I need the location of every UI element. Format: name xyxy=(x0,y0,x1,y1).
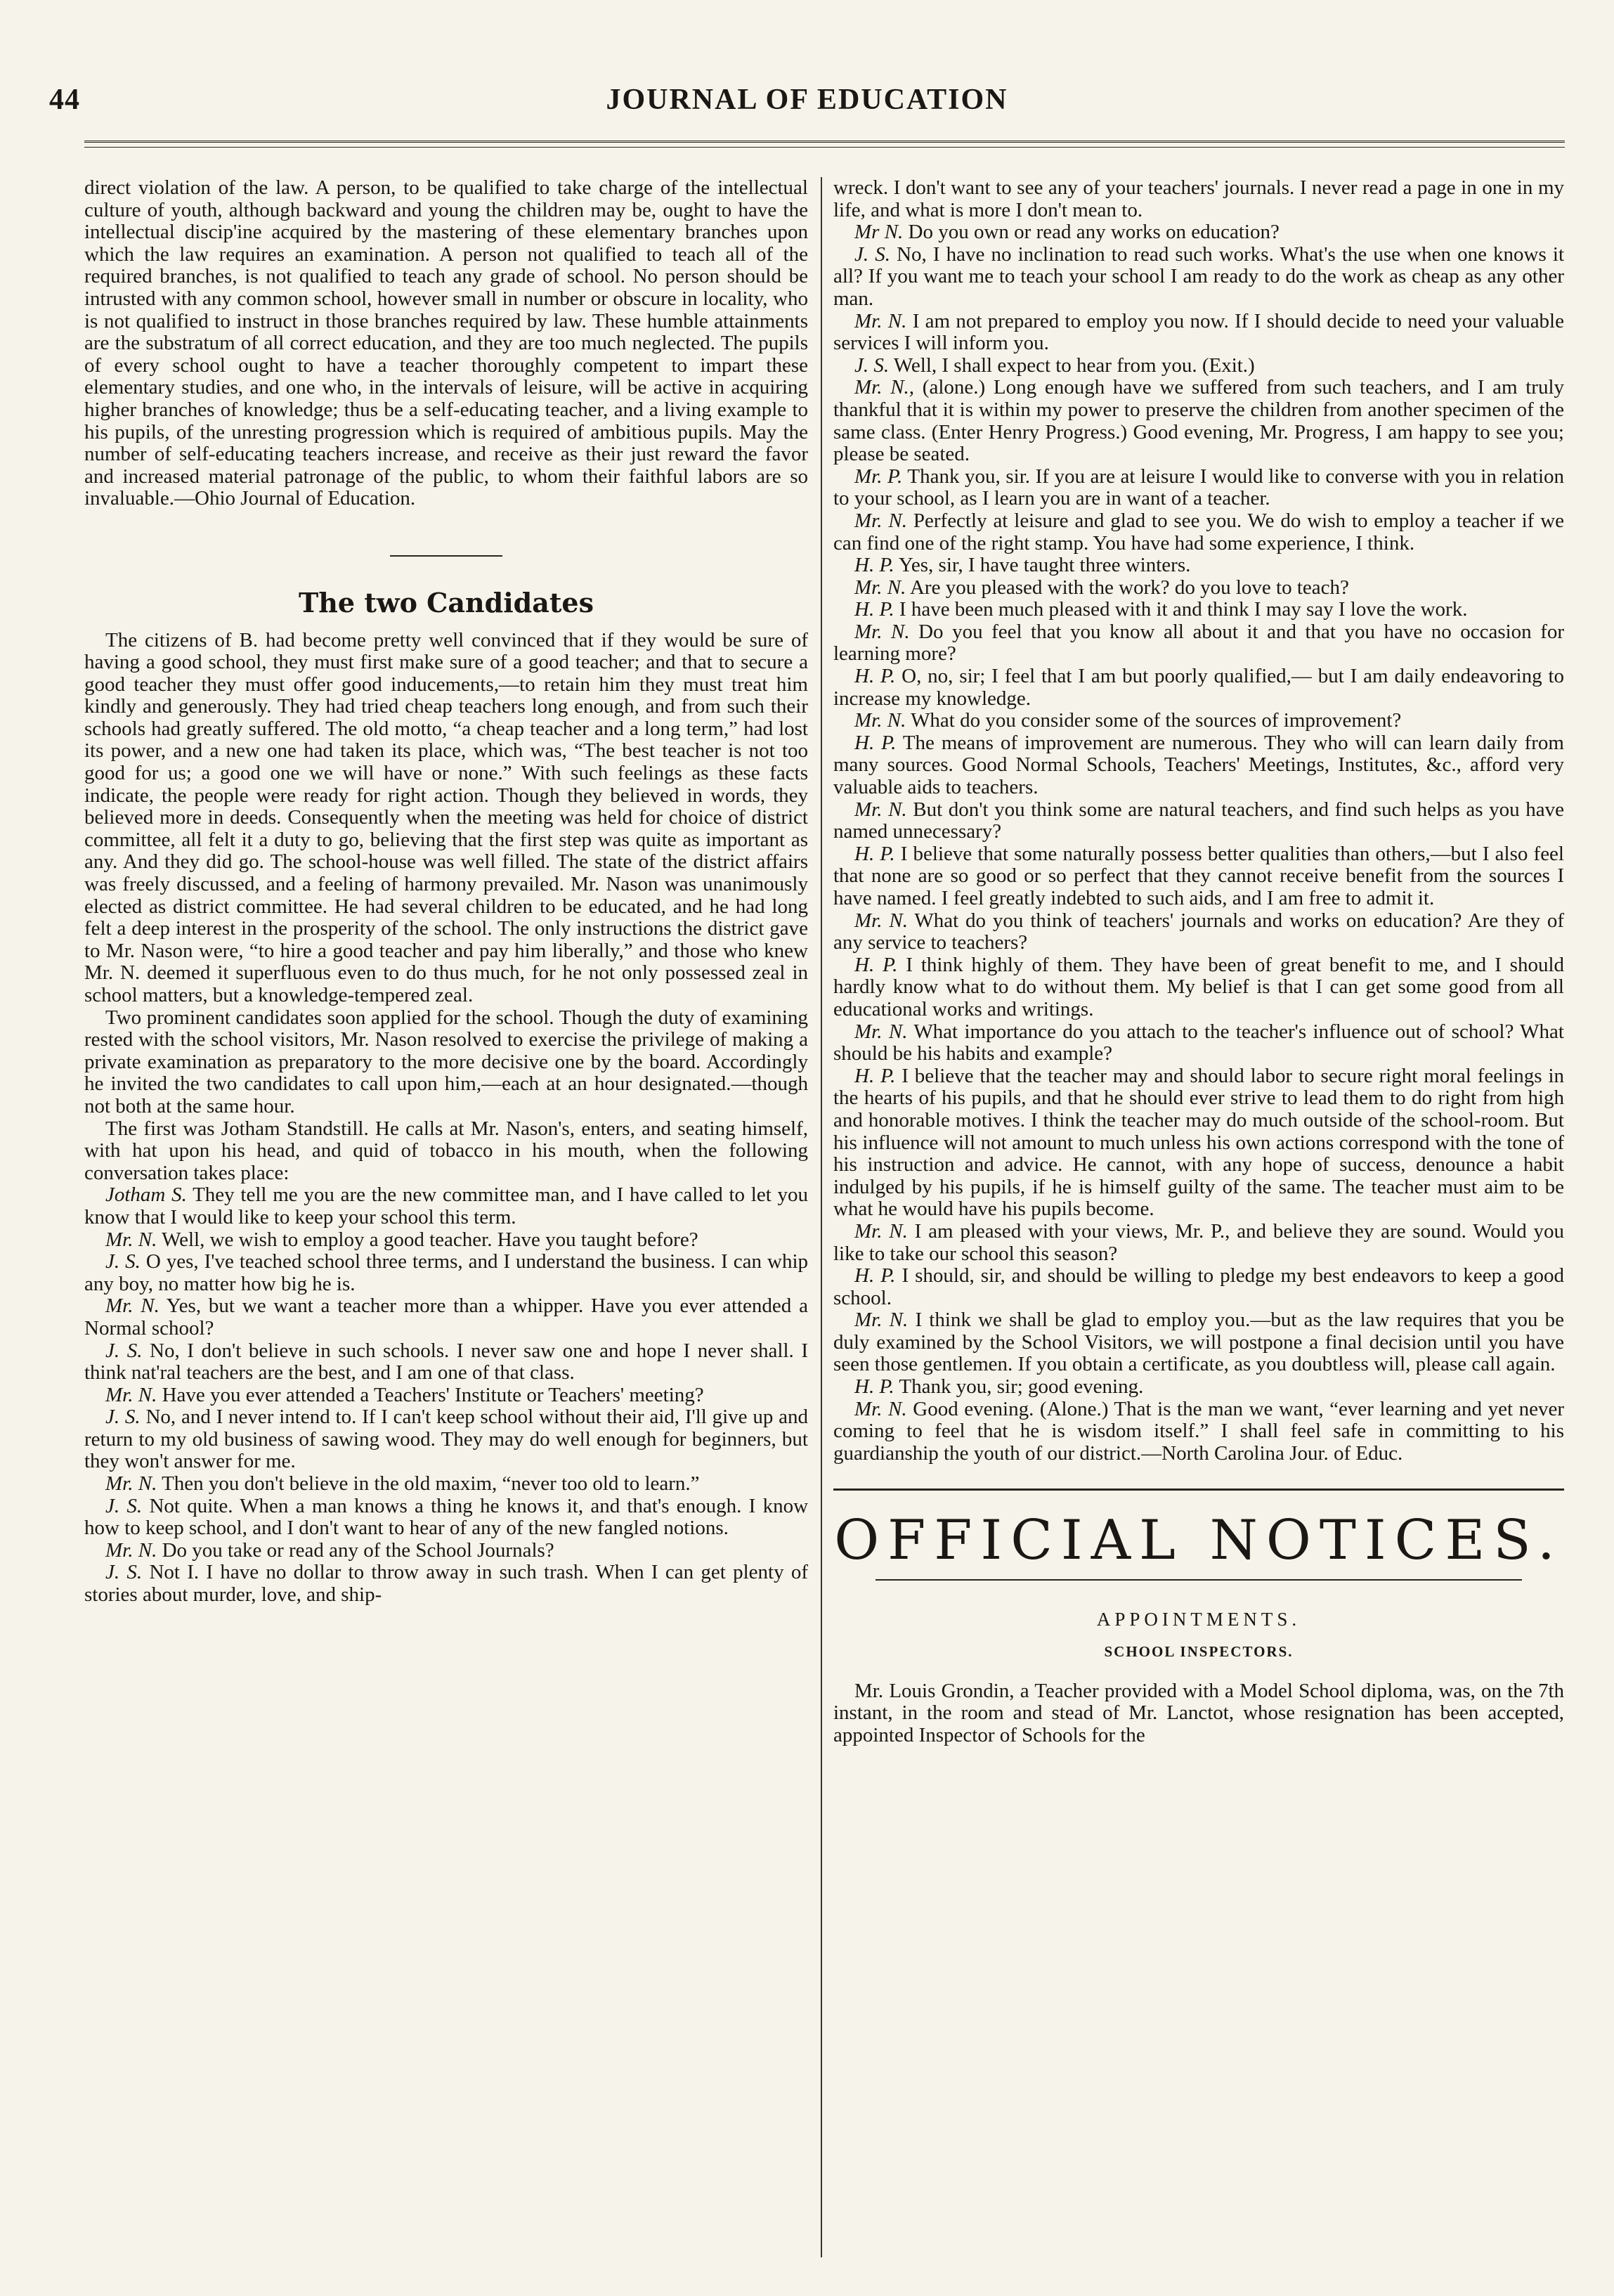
dialogue-paragraph xyxy=(833,710,1564,732)
dialogue-paragraph xyxy=(84,1406,808,1473)
speaker-label: H. P. xyxy=(854,554,894,577)
dialogue-paragraph xyxy=(833,1265,1564,1309)
dialogue-paragraph xyxy=(833,621,1564,666)
speaker-label: J. S. xyxy=(105,1406,141,1429)
dialogue-paragraph xyxy=(84,1496,808,1540)
paragraph-text: Well, I shall expect to hear from you. (Exit.) xyxy=(893,354,1255,377)
paragraph-text: Yes, but we want a teacher more than a whipper. Have you ever attended a Normal school? xyxy=(84,1295,808,1340)
paragraph-text: Thank you, sir; good evening. xyxy=(899,1375,1144,1399)
dialogue-paragraph xyxy=(833,1376,1564,1399)
paragraph-text: Perfectly at leisure and glad to see you. We do wish to employ a teacher if we can find one of the right stamp. You have had some experience, I think. xyxy=(833,509,1564,554)
speaker-label: H. P. xyxy=(854,665,896,688)
paragraph-text: I believe that the teacher may and should labor to secure right moral feelings in the hearts of his pupils, and that he should ever strive to lead them to do right from high and honorable motives. I think the teacher may do much outside of the school-room. But his influence will not amount to much unless his own actions correspond with the tone of his instruction and advice. He cannot, with any hope of success, denounce a habit indulged by his pupils, if he is himself guilty of the same. The teacher must aim to be what he would have his pupils become. xyxy=(833,1064,1564,1221)
paragraph-text: No, and I never intend to. If I can't keep school without their aid, I'll give up and return to my old business of sawing wood. They may do well enough for beginners, but they won't answer for me. xyxy=(84,1406,808,1473)
school-inspectors-heading: SCHOOL INSPECTORS. xyxy=(1104,1643,1294,1661)
speaker-label: Mr. N. xyxy=(854,798,907,821)
paragraph-text: But don't you think some are natural teachers, and find such helps as you have named unnecessary? xyxy=(833,798,1564,843)
paragraph-text: What do you consider some of the sources of improvement? xyxy=(911,709,1402,732)
paragraph-text: What importance do you attach to the teacher's influence out of school? What should be his habits and example? xyxy=(833,1020,1564,1065)
speaker-label: Mr. N. xyxy=(854,576,906,599)
paragraph-text: The means of improvement are numerous. They who will can learn daily from many sources. Good Normal Schools, Teachers' Meetings, Institutes, &c., afford very valuable aids to teachers. xyxy=(833,731,1564,799)
speaker-label: Mr. N. xyxy=(854,620,910,643)
paragraph-text: Yes, sir, I have taught three winters. xyxy=(898,554,1191,577)
dialogue-paragraph xyxy=(84,1540,808,1562)
speaker-label: J. S. xyxy=(105,1339,143,1362)
continuation-paragraph: wreck. I don't want to see any of your teachers' journals. I never read a page in one in my life, and what is more I don't mean to. xyxy=(833,177,1564,221)
speaker-label: Mr. N. xyxy=(854,1020,908,1043)
speaker-label: Mr. N. xyxy=(854,1219,908,1243)
dialogue-paragraph xyxy=(833,1399,1564,1465)
right-dialogue xyxy=(833,221,1564,1465)
paragraph-text: Have you ever attended a Teachers' Institute or Teachers' meeting? xyxy=(162,1383,704,1406)
dialogue-paragraph xyxy=(833,1221,1564,1265)
speaker-label: H. P. xyxy=(854,1375,894,1399)
dialogue-paragraph xyxy=(84,1251,808,1295)
dialogue-paragraph xyxy=(833,577,1564,599)
speaker-label: Jotham S. xyxy=(105,1183,187,1207)
dialogue-paragraph xyxy=(833,1309,1564,1376)
dialogue-paragraph xyxy=(84,1007,808,1118)
dialogue-paragraph xyxy=(84,630,808,1007)
speaker-label: Mr. N. xyxy=(854,509,907,532)
speaker-label: Mr. N. xyxy=(854,1309,909,1332)
speaker-label: J. S. xyxy=(854,354,890,377)
dialogue-paragraph xyxy=(833,355,1564,377)
dialogue-paragraph xyxy=(833,599,1564,621)
header-rule xyxy=(84,141,1565,148)
dialogue-paragraph xyxy=(833,221,1564,244)
paragraph-text: O, no, sir; I feel that I am but poorly qualified,— but I am daily endeavoring to increase my knowledge. xyxy=(833,665,1564,710)
dialogue-paragraph xyxy=(833,910,1564,954)
paragraph-text: Not I. I have no dollar to throw away in such trash. When I can get plenty of stories about murder, love, and ship- xyxy=(84,1561,808,1607)
right-column xyxy=(833,177,1564,2264)
paragraph-text: Thank you, sir. If you are at leisure I would like to converse with you in relation to your school, as I learn you are in want of a teacher. xyxy=(833,465,1564,510)
paragraph-text: Do you own or read any works on education? xyxy=(908,221,1280,244)
speaker-label: J. S. xyxy=(105,1561,143,1584)
speaker-label: H. P. xyxy=(854,598,894,621)
dialogue-paragraph xyxy=(84,1340,808,1384)
page-header xyxy=(49,83,1565,125)
paragraph-text: Are you pleased with the work? do you love to teach? xyxy=(909,576,1349,599)
dialogue-paragraph xyxy=(833,732,1564,799)
speaker-label: J. S. xyxy=(105,1494,143,1517)
speaker-label: H. P. xyxy=(854,1064,896,1087)
dialogue-paragraph xyxy=(833,377,1564,465)
speaker-label: Mr. N. xyxy=(854,309,907,332)
speaker-label: Mr. N. xyxy=(105,1538,157,1562)
speaker-label: Mr. N. xyxy=(854,709,906,732)
dialogue-paragraph xyxy=(84,1562,808,1606)
notice-paragraph: Mr. Louis Grondin, a Teacher provided with a Model School diploma, was, on the 7th instant, in the room and stead of Mr. Lanctot, whose resignation has been accepted, appointed Inspector of Schools for the xyxy=(833,1679,1564,1746)
article-title: The two Candidates xyxy=(299,586,594,618)
paragraph-text: I think we shall be glad to employ you.—but as the law requires that you be duly examined by the School Visitors, we will postpone a final decision until you have seen those gentlemen. If you obtain a certificate, as you doubtless will, please call again. xyxy=(833,1309,1564,1376)
paragraph-text: I am pleased with your views, Mr. P., and believe they are sound. Would you like to take our school this season? xyxy=(833,1219,1564,1265)
speaker-label: Mr N. xyxy=(854,221,904,244)
dialogue-paragraph xyxy=(833,1021,1564,1065)
paragraph-text: Do you feel that you know all about it and that you have no occasion for learning more? xyxy=(833,620,1564,666)
speaker-label: H. P. xyxy=(854,953,898,976)
dialogue-paragraph xyxy=(833,843,1564,910)
paragraph-text: The citizens of B. had become pretty well convinced that if they would be sure of having a good school, they must first make sure of a good teacher; and that to secure a good teacher they must offer good inducements,—to retain him they must treat him kindly and generously. They had tried cheap teachers long enough, and from such their schools had greatly suffered. The old motto, “a cheap teacher and a long term,” had lost its power, and a new one had taken its place, which was, “The best teacher is not too good for us; a good one we will have or none.” With such feelings as these facts indicate, the people were ready for right action. Though they believed in words, they believed more in deeds. Consequently when the meeting was held for choice of district committee, all felt it a duty to go, believing that the first step was quite as important as any. And they did go. The school-house was well filled. The state of the district affairs was freely discussed, and a feeling of harmony prevailed. Mr. Nason was unanimously elected as district committee. He had several children to be educated, and he had long felt a deep interest in the prosperity of the school. The only instructions the district gave to Mr. Nason were, “to hire a good teacher and pay him liberally,” and those who knew Mr. N. deemed it superfluous even to do thus much, for he not only possessed zeal in school matters, but a knowledge-tempered zeal. xyxy=(84,628,808,1006)
dialogue-paragraph xyxy=(84,1229,808,1252)
speaker-label: Mr. N. xyxy=(854,1397,907,1420)
left-dialogue xyxy=(84,630,808,1607)
running-title: JOURNAL OF EDUCATION xyxy=(606,84,1008,116)
dialogue-paragraph xyxy=(833,666,1564,710)
intro-paragraph: direct violation of the law. A person, to be qualified to take charge of the intellectual culture of youth, although backward and young the children may be, ought to have the intellectual discip'ine acquired by the mastering of these elementary branches upon which the law requires an examination. A person not qualified to teach all of the required branches, is not qualified to teach any grade of school. No person should be intrusted with any common school, however small in number or obscure in locality, who is not qualified to instruct in those branches required by law. These humble attainments are the substratum of all correct education, and they are too much neglected. The pupils of every school ought to have a teacher thoroughly competent to impart these elementary studies, and one who, in the intervals of leisure, will be active in acquiring higher branches of knowledge; thus be a self-educating teacher, and a living example to his pupils, of the unresting progression which is required of ambitious pupils. May the number of self-educating teachers increase, and receive as their just reward the favor and increased material patronage of the public, to whom their faithful labors are so invaluable.—Ohio Journal of Education. xyxy=(84,177,808,510)
speaker-label: H. P. xyxy=(854,731,897,754)
paragraph-text: I believe that some naturally possess better qualities than others,—but I also feel that none are so good or so perfect that they cannot receive benefit from the sources I have named. I feel greatly indebted to such aids, and I am free to admit it. xyxy=(833,842,1564,909)
dialogue-paragraph xyxy=(833,244,1564,311)
paragraph-text: (alone.) Long enough have we suffered from such teachers, and I am truly thankful that it is within my power to preserve the children from another specimen of the same class. (Enter Henry Progress.) Good evening, Mr. Progress, I am happy to see you; please be seated. xyxy=(833,376,1564,466)
left-column xyxy=(84,177,808,2264)
dialogue-paragraph xyxy=(84,1384,808,1407)
paragraph-text: Then you don't believe in the old maxim, “never too old to learn.” xyxy=(162,1472,700,1496)
notices-rule xyxy=(876,1579,1522,1581)
speaker-label: Mr. N., xyxy=(854,376,915,399)
speaker-label: Mr. N. xyxy=(105,1295,160,1318)
dialogue-paragraph xyxy=(833,554,1564,577)
speaker-label: Mr. N. xyxy=(105,1228,157,1251)
dialogue-paragraph xyxy=(833,510,1564,554)
dialogue-paragraph xyxy=(84,1473,808,1496)
speaker-label: J. S. xyxy=(105,1250,141,1273)
paragraph-text: Not quite. When a man knows a thing he knows it, and that's enough. I know how to keep school, and I don't want to hear of any of the new fangled notions. xyxy=(84,1494,808,1540)
paragraph-text: Two prominent candidates soon applied for the school. Though the duty of examining rested with the school visitors, Mr. Nason resolved to exercise the privilege of making a private examination as preparatory to the more decisive one by the board. Accordingly he invited the two candidates to call upon him,—each at an hour designated.—though not both at the same hour. xyxy=(84,1006,808,1117)
paragraph-text: I should, sir, and should be willing to pledge my best endeavors to keep a good school. xyxy=(833,1264,1564,1309)
speaker-label: Mr. N. xyxy=(105,1472,157,1496)
paragraph-text: Well, we wish to employ a good teacher. Have you taught before? xyxy=(162,1228,698,1251)
dialogue-paragraph xyxy=(833,799,1564,843)
paragraph-text: O yes, I've teached school three terms, and I understand the business. I can whip any boy, no matter how big he is. xyxy=(84,1250,808,1295)
paragraph-text: No, I have no inclination to read such works. What's the use when one knows it all? If you want me to teach your school I am ready to do the work as cheap as any other man. xyxy=(833,242,1564,310)
paragraph-text: No, I don't believe in such schools. I never saw one and hope I never shall. I think nat'ral teachers are the best, and I am one of that class. xyxy=(84,1339,808,1384)
speaker-label: Mr. P. xyxy=(854,465,903,488)
paragraph-text: I am not prepared to employ you now. If I should decide to need your valuable services I will inform you. xyxy=(833,309,1564,355)
dialogue-paragraph xyxy=(833,466,1564,510)
speaker-label: J. S. xyxy=(854,242,890,266)
appointments-heading: APPOINTMENTS. xyxy=(1096,1609,1301,1630)
speaker-label: Mr. N. xyxy=(854,909,908,932)
dialogue-paragraph xyxy=(84,1184,808,1228)
paragraph-text: Good evening. (Alone.) That is the man we want, “ever learning and yet never coming to feel that he is wisdom itself.” I shall feel safe in committing to his guardianship the youth of our district.—North Carolina Jour. of Educ. xyxy=(833,1397,1564,1465)
speaker-label: Mr. N. xyxy=(105,1383,157,1406)
official-notices xyxy=(833,1488,1564,1746)
paragraph-text: I think highly of them. They have been of great benefit to me, and I should hardly know what to do without them. My belief is that I can get some good from all educational works and writings. xyxy=(833,953,1564,1020)
paragraph-text: What do you think of teachers' journals and works on education? Are they of any service to teachers? xyxy=(833,909,1564,954)
dialogue-paragraph xyxy=(84,1295,808,1340)
speaker-label: H. P. xyxy=(854,842,895,865)
column-divider xyxy=(821,177,822,2257)
paragraph-text: They tell me you are the new committee man, and I have called to let you know that I would like to keep your school this term. xyxy=(84,1183,808,1228)
dialogue-paragraph xyxy=(833,311,1564,355)
dialogue-paragraph xyxy=(84,1118,808,1185)
paragraph-text: Do you take or read any of the School Journals? xyxy=(162,1538,554,1562)
paragraph-text: I have been much pleased with it and think I may say I love the work. xyxy=(899,598,1468,621)
notices-title: OFFICIAL NOTICES. xyxy=(834,1509,1563,1573)
dialogue-paragraph xyxy=(833,1065,1564,1221)
paragraph-text: The first was Jotham Standstill. He calls at Mr. Nason's, enters, and seating himself, with hat upon his head, and quid of tobacco in his mouth, when the following conversation takes place: xyxy=(84,1117,808,1184)
dialogue-paragraph xyxy=(833,954,1564,1021)
page-number: 44 xyxy=(49,84,80,116)
speaker-label: H. P. xyxy=(854,1264,896,1288)
article-separator xyxy=(390,555,502,557)
